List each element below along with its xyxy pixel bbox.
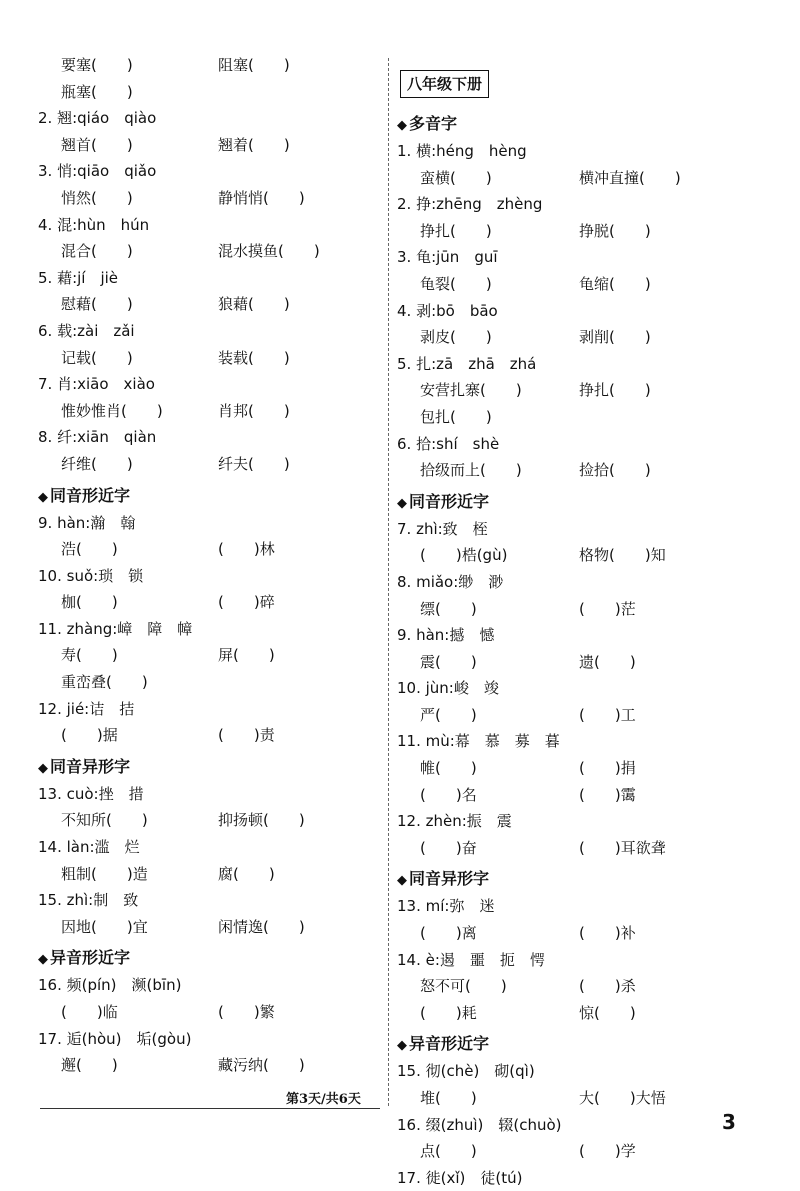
question-item [397, 431, 767, 458]
exercise-item: 翘着( ) [218, 135, 290, 154]
exercise-item: ( )耳欲聋 [579, 838, 666, 857]
exercise-row [38, 185, 380, 212]
question-text: 8. miǎo:缈 渺 [397, 572, 504, 591]
question-text: 9. hàn:瀚 翰 [38, 513, 136, 532]
exercise-item: ( )茫 [579, 599, 636, 618]
exercise-item: 因地( )宜 [61, 917, 148, 936]
exercise-item: 屏( ) [218, 646, 275, 665]
exercise-item: 惟妙惟肖( ) [61, 401, 163, 420]
exercise-row [38, 589, 380, 616]
section-heading: ◆ 同音异形字 [38, 756, 131, 776]
exercise-item: ( )名 [420, 785, 477, 804]
diamond-icon: ◆ [397, 495, 407, 511]
exercise-item: ( )责 [218, 726, 275, 745]
question-text: 17. 逅(hòu) 垢(gòu) [38, 1029, 192, 1048]
section-heading: ◆ 同音异形字 [397, 869, 490, 889]
question-item [397, 351, 767, 378]
question-text: 7. 肖:xiāo xiào [38, 375, 155, 394]
question-text: 15. 彻(chè) 砌(qì) [397, 1062, 535, 1081]
grade-label: 八年级下册 [400, 70, 489, 98]
question-item [397, 1165, 767, 1191]
question-item [38, 371, 380, 398]
question-text: 14. làn:滥 烂 [38, 838, 140, 857]
question-item [397, 191, 767, 218]
exercise-item: 安营扎寨( ) [420, 381, 522, 400]
exercise-item: 纤维( ) [61, 454, 133, 473]
question-text: 3. 悄:qiāo qiǎo [38, 162, 157, 181]
exercise-row [38, 807, 380, 834]
question-text: 14. è:遏 噩 扼 愕 [397, 950, 545, 969]
exercise-item: 缥( ) [420, 599, 477, 618]
diamond-icon: ◆ [38, 489, 48, 505]
exercise-item: 捡拾( ) [579, 461, 651, 480]
exercise-item: ( )林 [218, 540, 275, 559]
question-item [397, 138, 767, 165]
exercise-row [38, 132, 380, 159]
question-item [38, 887, 380, 914]
question-item [397, 569, 767, 596]
exercise-row [397, 835, 767, 862]
exercise-item: 横冲直撞( ) [579, 168, 681, 187]
exercise-item: 重峦叠( ) [61, 673, 148, 692]
exercise-row [397, 542, 767, 569]
question-text: 6. 载:zài zǎi [38, 321, 135, 340]
exercise-row [397, 920, 767, 947]
exercise-item: ( )离 [420, 924, 477, 943]
exercise-row [397, 596, 767, 623]
question-text: 12. zhèn:振 震 [397, 812, 512, 831]
exercise-item: 翘首( ) [61, 135, 133, 154]
exercise-row [397, 404, 767, 431]
question-item [38, 510, 380, 537]
question-text: 10. suǒ:琐 锁 [38, 566, 144, 585]
diamond-icon: ◆ [38, 952, 48, 968]
question-text: 5. 扎:zā zhā zhá [397, 354, 537, 373]
exercise-item: 装载( ) [218, 348, 290, 367]
exercise-row [38, 79, 380, 106]
exercise-row [397, 457, 767, 484]
question-item [38, 696, 380, 723]
exercise-item: 腐( ) [218, 864, 275, 883]
exercise-item: 包扎( ) [420, 407, 492, 426]
exercise-item: 粗制( )造 [61, 864, 148, 883]
question-item [38, 972, 380, 999]
exercise-row [38, 999, 380, 1026]
question-item [38, 158, 380, 185]
question-text: 13. mí:弥 迷 [397, 897, 495, 916]
exercise-row [38, 669, 380, 696]
question-text: 5. 藉:jí jiè [38, 268, 119, 287]
question-text: 16. 缀(zhuì) 辍(chuò) [397, 1115, 562, 1134]
day-counter: 第3天/共6天 [286, 1092, 361, 1107]
exercise-item: 混合( ) [61, 242, 133, 261]
exercise-row [397, 1000, 767, 1027]
exercise-item: 闲情逸( ) [218, 917, 305, 936]
exercise-item: ( )捐 [579, 759, 636, 778]
right-sec4-list [397, 1058, 767, 1191]
exercise-item: ( )霭 [579, 785, 636, 804]
left-column [38, 52, 380, 1079]
exercise-row [397, 782, 767, 809]
exercise-row [38, 238, 380, 265]
question-item [397, 1112, 767, 1139]
question-text: 12. jié:诘 拮 [38, 699, 135, 718]
exercise-item: 剥削( ) [579, 328, 651, 347]
exercise-item: 枷( ) [61, 593, 118, 612]
left-sec3-list [38, 972, 380, 1078]
exercise-item: 堆( ) [420, 1089, 477, 1107]
question-item [38, 616, 380, 643]
exercise-row [397, 649, 767, 676]
question-item [397, 244, 767, 271]
exercise-row [397, 1138, 767, 1165]
page-number: 3 [722, 1110, 736, 1134]
section-heading: ◆ 多音字 [397, 114, 458, 133]
exercise-row [38, 451, 380, 478]
section-heading: ◆ 同音形近字 [38, 485, 131, 505]
exercise-row [38, 291, 380, 318]
section-heading: ◆ 同音形近字 [397, 491, 490, 511]
exercise-item: 要塞( ) [61, 56, 133, 74]
footer-rule [40, 1108, 380, 1109]
exercise-item: 混水摸鱼( ) [218, 242, 320, 261]
exercise-item: ( )繁 [218, 1003, 275, 1021]
diamond-icon: ◆ [397, 118, 407, 133]
question-item [38, 265, 380, 292]
exercise-row [38, 398, 380, 425]
question-text: 2. 翘:qiáo qiào [38, 109, 157, 128]
exercise-item: 严( ) [420, 705, 477, 724]
exercise-item: 阻塞( ) [218, 56, 290, 74]
question-text: 2. 挣:zhēng zhèng [397, 195, 543, 214]
exercise-row [397, 1085, 767, 1112]
exercise-item: 拾级而上( ) [420, 461, 522, 480]
exercise-item: 不知所( ) [61, 811, 148, 830]
section-heading: ◆ 异音形近字 [38, 948, 131, 968]
question-item [397, 728, 767, 755]
exercise-item: 挣扎( ) [420, 221, 492, 240]
exercise-item: 肖邦( ) [218, 401, 290, 420]
question-text: 11. mù:幕 慕 募 暮 [397, 732, 560, 751]
question-item [397, 893, 767, 920]
diamond-icon: ◆ [397, 1038, 407, 1054]
exercise-item: 怒不可( ) [420, 977, 507, 996]
exercise-row [38, 536, 380, 563]
question-text: 16. 频(pín) 濒(bīn) [38, 976, 182, 995]
exercise-item: 藏污纳( ) [218, 1056, 305, 1075]
exercise-item: 格物( )知 [579, 546, 666, 565]
exercise-item: 寿( ) [61, 646, 118, 665]
question-item [38, 424, 380, 451]
exercise-item: 挣脱( ) [579, 221, 651, 240]
exercise-item: 记载( ) [61, 348, 133, 367]
question-item [38, 105, 380, 132]
question-text: 1. 横:héng hèng [397, 142, 527, 160]
question-item [397, 622, 767, 649]
question-text: 9. hàn:撼 憾 [397, 626, 495, 645]
diamond-icon: ◆ [397, 873, 407, 889]
left-top-list [38, 52, 380, 478]
question-text: 6. 拾:shí shè [397, 434, 500, 453]
question-text: 17. 徙(xǐ) 徒(tú) [397, 1168, 523, 1187]
exercise-row [397, 973, 767, 1000]
exercise-item: ( )碎 [218, 593, 275, 612]
exercise-row [397, 702, 767, 729]
question-item [397, 1058, 767, 1085]
exercise-row [397, 271, 767, 298]
exercise-item: 纤夫( ) [218, 454, 290, 473]
exercise-row [397, 324, 767, 351]
exercise-row [397, 218, 767, 245]
exercise-row [397, 755, 767, 782]
exercise-row [397, 165, 767, 192]
exercise-row [38, 861, 380, 888]
exercise-item: 挣扎( ) [579, 381, 651, 400]
exercise-row [38, 52, 380, 79]
question-item [397, 675, 767, 702]
exercise-item: ( )耗 [420, 1003, 477, 1022]
question-item [397, 947, 767, 974]
exercise-item: 静悄悄( ) [218, 188, 305, 207]
exercise-item: 抑扬顿( ) [218, 811, 305, 830]
diamond-icon: ◆ [38, 760, 48, 776]
question-text: 7. zhì:致 桎 [397, 519, 488, 538]
exercise-row [38, 914, 380, 941]
question-item [38, 563, 380, 590]
question-text: 13. cuò:挫 措 [38, 784, 144, 803]
exercise-item: 邂( ) [61, 1056, 118, 1075]
question-item [38, 1026, 380, 1053]
right-column [397, 52, 767, 1191]
exercise-item: 惊( ) [579, 1003, 636, 1022]
left-sec1-list [38, 510, 380, 749]
exercise-item: 龟缩( ) [579, 274, 651, 293]
exercise-item: ( )杀 [579, 977, 636, 996]
exercise-item: 帷( ) [420, 759, 477, 778]
exercise-item: ( )临 [61, 1003, 118, 1021]
exercise-item: 震( ) [420, 652, 477, 671]
exercise-item: ( )补 [579, 924, 636, 943]
question-text: 15. zhì:制 致 [38, 891, 139, 910]
question-item [38, 781, 380, 808]
section-heading: ◆ 异音形近字 [397, 1034, 490, 1054]
question-text: 8. 纤:xiān qiàn [38, 428, 157, 447]
exercise-row [38, 345, 380, 372]
exercise-row [397, 377, 767, 404]
exercise-item: 剥皮( ) [420, 328, 492, 347]
left-sec2-list [38, 781, 380, 941]
exercise-row [38, 722, 380, 749]
exercise-item: 蛮横( ) [420, 168, 492, 187]
question-item [38, 834, 380, 861]
question-text: 10. jùn:峻 竣 [397, 679, 499, 698]
question-item [397, 808, 767, 835]
exercise-item: ( )据 [61, 726, 118, 745]
exercise-item: ( )梏(gù) [420, 546, 508, 565]
exercise-item: ( )工 [579, 705, 636, 724]
exercise-item: 悄然( ) [61, 188, 133, 207]
right-sec1-list [397, 138, 767, 484]
exercise-row [38, 642, 380, 669]
exercise-item: 遗( ) [579, 652, 636, 671]
exercise-item: ( )奋 [420, 838, 477, 857]
exercise-item: 瓶塞( ) [61, 82, 133, 101]
question-text: 4. 混:hùn hún [38, 215, 150, 234]
right-sec2-list [397, 516, 767, 862]
column-divider [388, 58, 389, 1106]
question-text: 4. 剥:bō bāo [397, 301, 498, 320]
exercise-item: 浩( ) [61, 540, 118, 559]
exercise-row [38, 1052, 380, 1079]
exercise-item: 大( )大悟 [579, 1089, 666, 1107]
question-item [397, 516, 767, 543]
exercise-item: 龟裂( ) [420, 274, 492, 293]
exercise-item: 点( ) [420, 1142, 477, 1161]
question-item [38, 318, 380, 345]
question-item [38, 212, 380, 239]
question-text: 11. zhàng:嶂 障 幛 [38, 619, 193, 638]
right-sec3-list [397, 893, 767, 1026]
exercise-item: ( )学 [579, 1142, 636, 1161]
exercise-item: 慰藉( ) [61, 295, 133, 314]
question-item [397, 298, 767, 325]
question-text: 3. 龟:jūn guī [397, 248, 498, 267]
exercise-item: 狼藉( ) [218, 295, 290, 314]
